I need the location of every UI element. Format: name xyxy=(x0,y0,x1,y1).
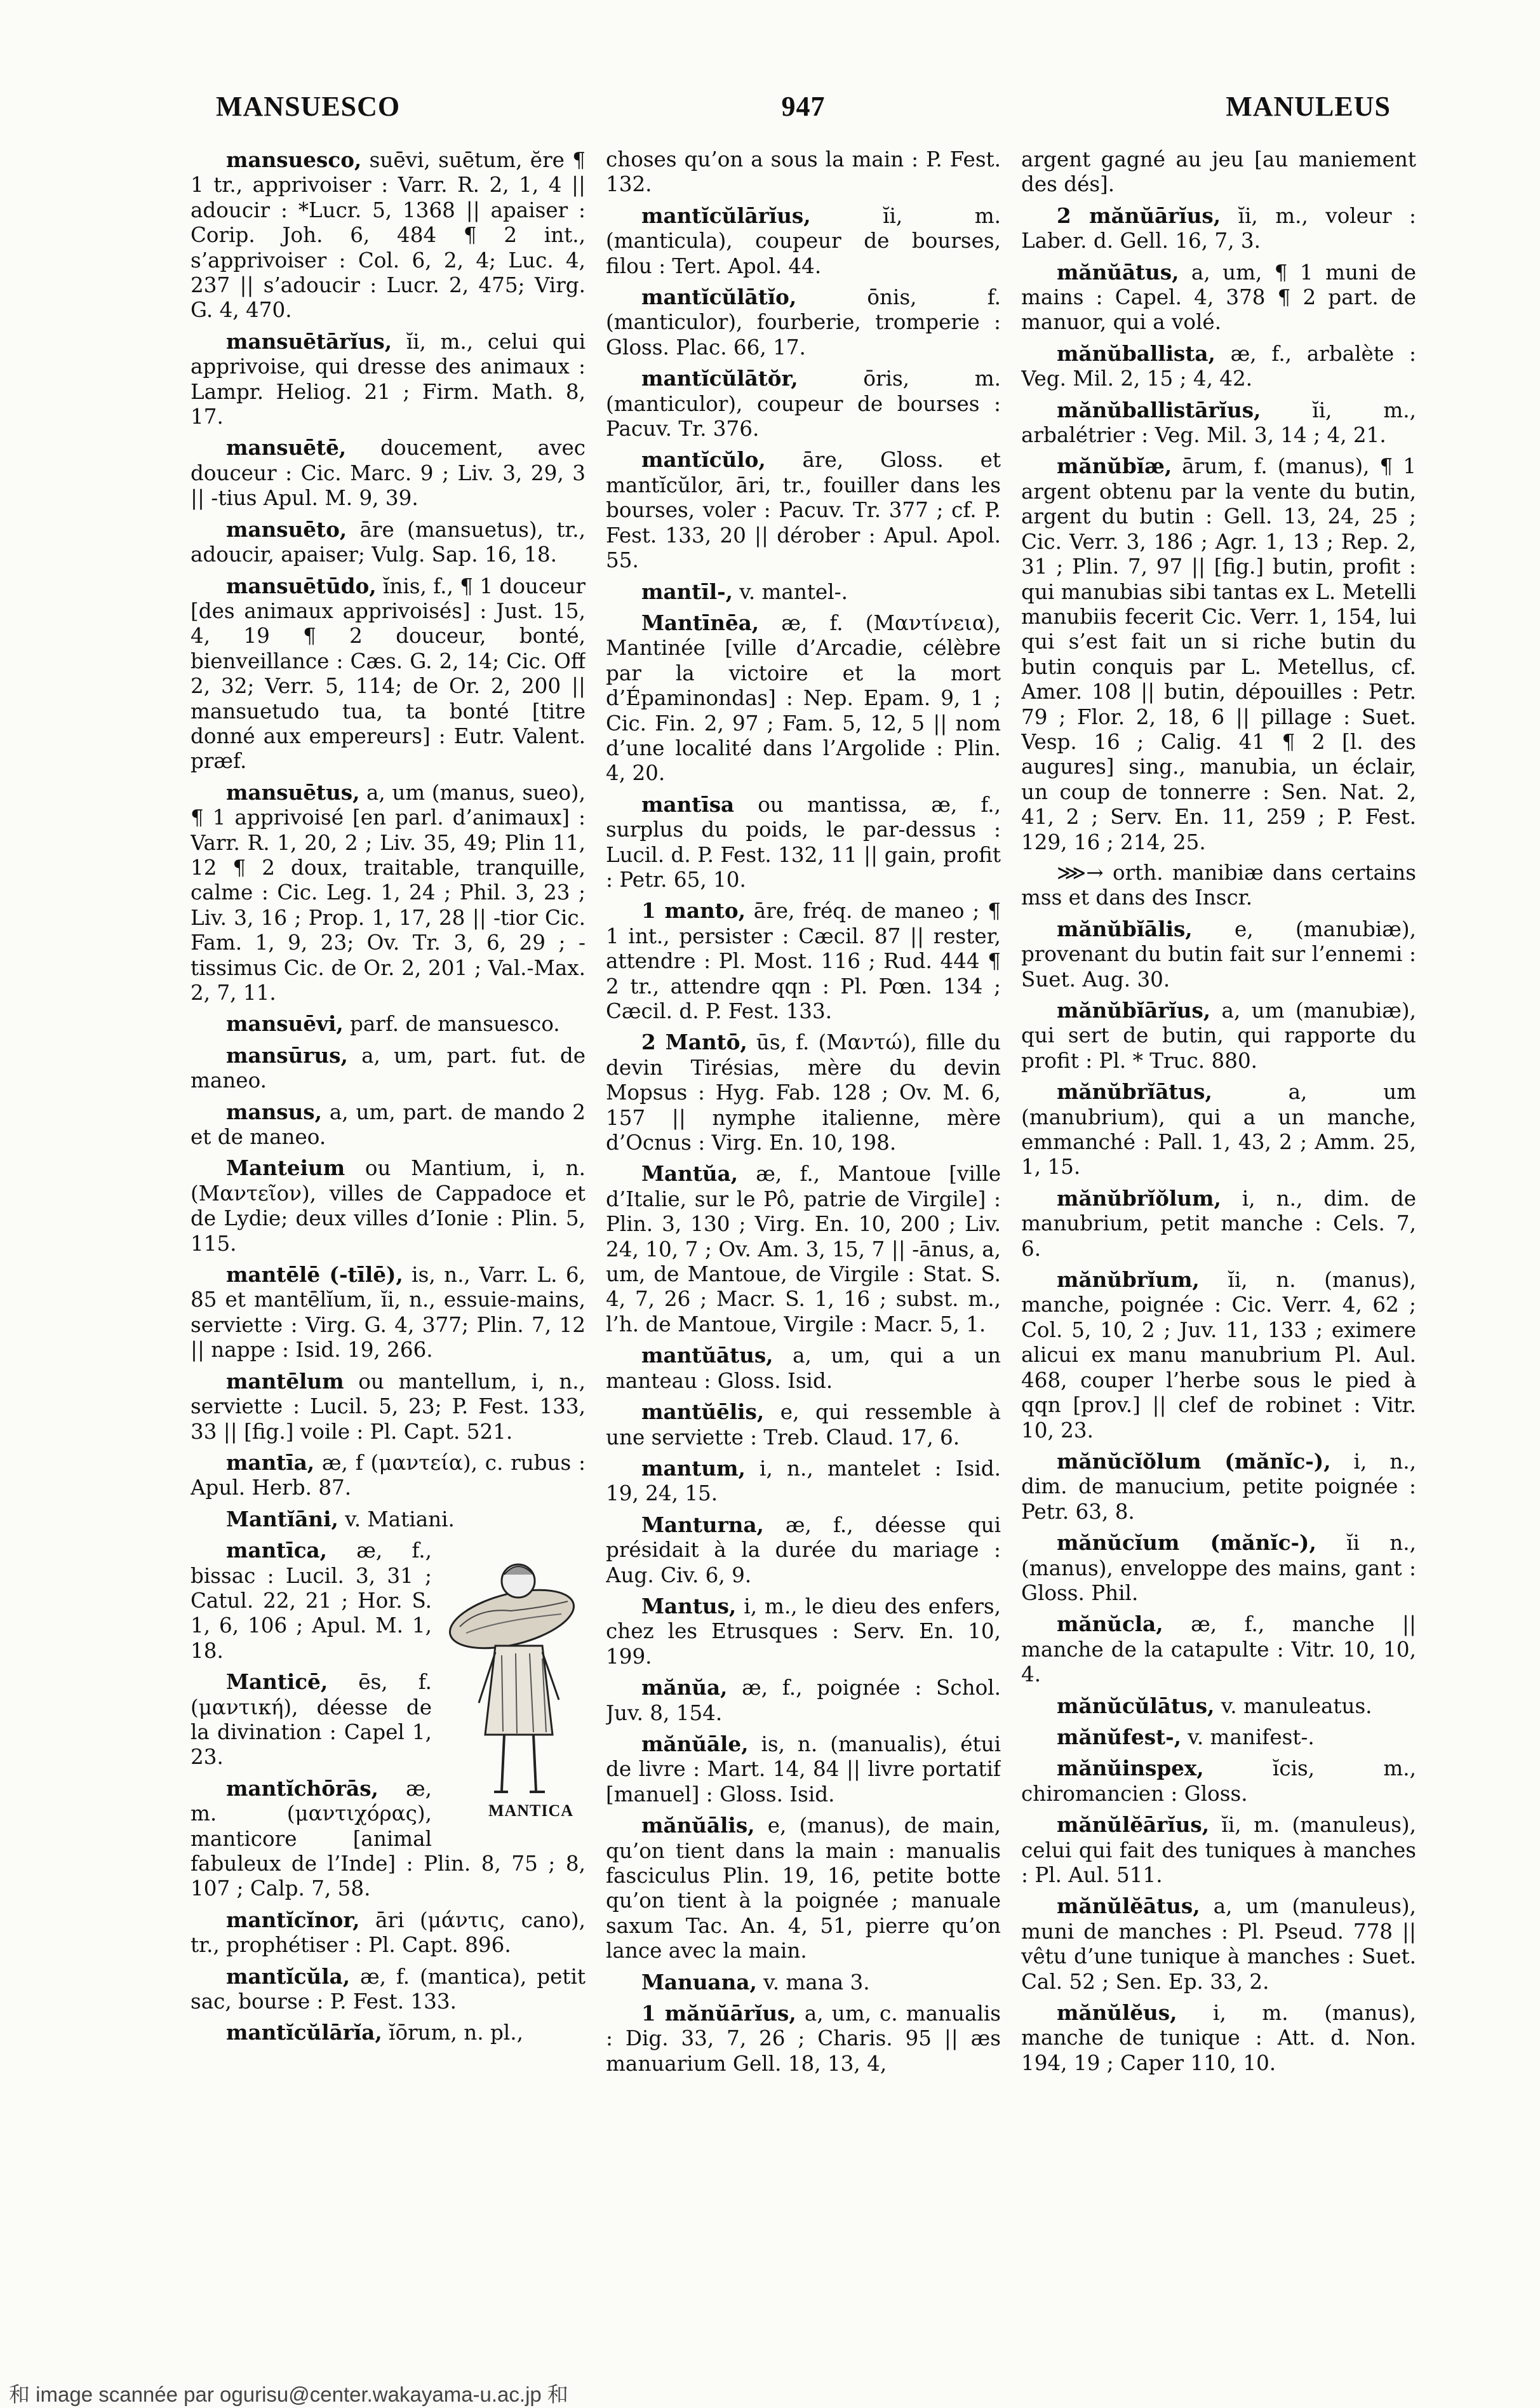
running-head-left: MANSUESCO xyxy=(216,91,401,122)
dictionary-entry xyxy=(606,792,1001,893)
dictionary-entry xyxy=(606,1030,1001,1155)
dictionary-entry xyxy=(191,1011,586,1037)
entry-definition: ĭi, m. (manticula), coupeur de bourses, filou : Tert. Apol. 44. xyxy=(606,203,1001,278)
dictionary-entry xyxy=(1021,203,1416,254)
dictionary-entry xyxy=(191,1907,586,1958)
entry-definition: a, um, c. manualis : Dig. 33, 7, 26 ; Charis. 95 || æs manuarium Gell. 18, 13, 4, xyxy=(606,2001,1001,2076)
entry-headword: mansuētārĭus, xyxy=(226,328,392,354)
entry-definition: æ, f., poignée : Schol. Juv. 8, 154. xyxy=(606,1676,1001,1725)
entry-headword: Manticē, xyxy=(226,1669,328,1695)
entry-definition: ĭnis, f., ¶ 1 douceur [des animaux apprivoisés] : Just. 15, 4, 19 ¶ 2 douceur, bonté, bienveillance : Cæs. G. 2, 14; Cic. Off 2, 32; Verr. 5, 114; de Or. 2, 200 || mansuetudo tua, ta bonté [titre donné aux empereurs] : Eutr. Valent. præf. xyxy=(191,574,586,774)
dictionary-entry xyxy=(606,579,1001,605)
dictionary-entry xyxy=(606,610,1001,786)
entry-definition: a, um, part. fut. de maneo. xyxy=(191,1043,586,1093)
dictionary-entry xyxy=(1021,1611,1416,1687)
entry-definition: ĭi, m. (manuleus), celui qui fait des tuniques à manches : Pl. Aul. 511. xyxy=(1021,1813,1416,1887)
dictionary-entry xyxy=(606,147,1001,198)
entry-headword: mantīl-, xyxy=(641,579,733,604)
dictionary-entry xyxy=(191,1155,586,1256)
entry-headword: mansuētūdo, xyxy=(226,573,377,598)
column-3 xyxy=(1021,147,1416,2326)
entry-definition: is, n. (manualis), étui de livre : Mart. 14, 84 || livre portatif [manuel] : Gloss. Isid. xyxy=(606,1732,1001,1806)
dictionary-entry xyxy=(1021,1186,1416,1261)
entry-headword: mănŭātus, xyxy=(1057,259,1179,285)
entry-definition: v. mantel-. xyxy=(732,579,848,604)
entry-headword: mănŭbrĭātus, xyxy=(1057,1079,1212,1105)
entry-headword: mansuēto, xyxy=(226,516,347,542)
entry-definition: ĭōrum, n. pl., xyxy=(382,2021,523,2045)
entry-headword: mănŭcŭlātus, xyxy=(1057,1693,1215,1718)
dictionary-entry xyxy=(1021,1449,1416,1524)
dictionary-entry xyxy=(606,2001,1001,2076)
dictionary-entry xyxy=(1021,398,1416,448)
entry-definition: v. Matiani. xyxy=(338,1507,455,1531)
entry-definition: a, um (manuleus), muni de manches : Pl. Pseud. 778 || vêtu d’une tunique à manches : Suet. Cal. 52 ; Sen. Ep. 33, 2. xyxy=(1021,1894,1416,1994)
dictionary-entry xyxy=(191,329,586,430)
dictionary-entry xyxy=(606,898,1001,1024)
dictionary-entry xyxy=(191,780,586,1006)
entry-definition: ou mantissa, æ, f., surplus du poids, le par-dessus : Lucil. d. P. Fest. 132, 11 || gain, profit : Petr. 65, 10. xyxy=(606,792,1001,892)
entry-headword: 2 Mantō, xyxy=(641,1030,747,1055)
entry-headword: mănŭa, xyxy=(641,1675,728,1700)
entry-definition: ārum, f. (manus), ¶ 1 argent obtenu par la vente du butin, argent du butin : Gell. 13, 24, 25 ; Cic. Verr. 3, 186 ; Agr. 1, 13 ; Rep. 2, 31 ; Plin. 7, 97 || [fig.] butin, profit : qui manubias sibi tantas ex L. Metelli manubiis fecerit Cic. Verr. 1, 154, lui qui s’est fait un si riche butin du butin conquis par L. Metellus, cf. Amer. 108 || butin, dépouilles : Petr. 79 ; Flor. 2, 18, 6 || pillage : Suet. Vesp. 16 ; Calig. 41 ¶ 2 [l. des augures] sing., manubia, un éclair, un coup de tonnerre : Sen. Nat. 2, 41, 2 ; Serv. En. 11, 259 ; P. Fest. 129, 16 ; 214, 25. xyxy=(1021,454,1416,854)
entry-headword: mănŭcĭum (mănĭc-), xyxy=(1057,1530,1316,1556)
dictionary-columns xyxy=(191,147,1416,2326)
entry-definition: ūs, f. (Μαντώ), fille du devin Tirésias, mère du devin Mopsus : Hyg. Fab. 128 ; Ov. M. 6, 157 || nymphe italienne, mère d’Ocnus : Virg. En. 10, 198. xyxy=(606,1030,1001,1155)
entry-headword: mantŭātus, xyxy=(641,1343,773,1368)
mantica-illustration xyxy=(441,1544,586,1824)
entry-headword: mansūrus, xyxy=(226,1042,348,1068)
entry-headword: mănŭinspex, xyxy=(1057,1756,1204,1781)
entry-headword: mănŭbrĭŏlum, xyxy=(1057,1185,1221,1211)
entry-definition: āre (mansuetus), tr., adoucir, apaiser; Vulg. Sap. 16, 18. xyxy=(191,517,586,567)
mantica-figure-drawing xyxy=(441,1544,586,1796)
dictionary-entry xyxy=(191,1100,586,1150)
entry-definition: æ, f., déesse qui présidait à la durée du mariage : Aug. Civ. 6, 9. xyxy=(606,1512,1001,1587)
entry-headword: mantĭcĭnor, xyxy=(226,1907,360,1932)
entry-definition: æ, f., manche || manche de la catapulte : Vitr. 10, 10, 4. xyxy=(1021,1612,1416,1687)
entry-definition: ĭi, m., voleur : Laber. d. Gell. 16, 7, 3. xyxy=(1021,203,1416,253)
dictionary-entry xyxy=(191,2020,586,2045)
dictionary-entry xyxy=(1021,998,1416,1073)
dictionary-entry xyxy=(606,203,1001,279)
dictionary-entry xyxy=(1021,861,1416,911)
entry-definition: is, n., Varr. L. 6, 85 et mantēlĭum, ĭi, n., essuie-mains, serviette : Virg. G. 4, 377; Plin. 7, 12 || nappe : Isid. 19, 266. xyxy=(191,1263,586,1362)
entry-headword: 1 mănŭārĭus, xyxy=(641,2001,796,2026)
entry-headword: mantĭcŭlātŏr, xyxy=(641,366,798,391)
entry-definition: a, um, qui a un manteau : Gloss. Isid. xyxy=(606,1343,1001,1393)
dictionary-entry xyxy=(191,1262,586,1363)
dictionary-entry xyxy=(1021,260,1416,335)
dictionary-entry xyxy=(1021,2000,1416,2076)
entry-definition: i, m. (manus), manche de tunique : Att. d. Non. 194, 19 ; Caper 110, 10. xyxy=(1021,2001,1416,2075)
dictionary-entry xyxy=(191,435,586,511)
entry-headword: mansus, xyxy=(226,1099,322,1124)
dictionary-entry xyxy=(606,1732,1001,1807)
entry-definition: ōris, m. (manticulor), coupeur de bourses : Pacuv. Tr. 376. xyxy=(606,367,1001,441)
entry-headword: mantīca, xyxy=(226,1538,327,1563)
entry-definition: a, um, ¶ 1 muni de mains : Capel. 4, 378 ¶ 2 part. de manuor, qui a volé. xyxy=(1021,260,1416,335)
entry-headword: mănŭlĕārĭus, xyxy=(1057,1812,1210,1838)
entry-headword: mantēlum xyxy=(226,1368,344,1394)
entry-headword: Mantīnēa, xyxy=(641,610,760,635)
entry-headword: mănŭfest-, xyxy=(1057,1724,1181,1749)
dictionary-entry xyxy=(1021,1530,1416,1606)
entry-definition: ĭi, m., celui qui apprivoise, qui dresse des animaux : Lampr. Heliog. 21 ; Firm. Math. 8, 17. xyxy=(191,329,586,429)
dictionary-entry xyxy=(606,1594,1001,1669)
dictionary-entry xyxy=(606,285,1001,360)
entry-headword: mănŭbĭārĭus, xyxy=(1057,998,1211,1023)
entry-definition: æ, f (μαντεία), c. rubus : Apul. Herb. 87. xyxy=(191,1450,586,1500)
entry-headword: Mantĭāni, xyxy=(226,1506,338,1531)
dictionary-entry xyxy=(1021,1267,1416,1443)
dictionary-entry xyxy=(191,1964,586,2015)
entry-headword: mănŭbrĭum, xyxy=(1057,1267,1200,1293)
column-2 xyxy=(606,147,1001,2326)
entry-definition: ēs, f. (μαντική), déesse de la divination : Capel 1, 23. xyxy=(191,1670,432,1770)
entry-definition: ĭcis, m., chiromancien : Gloss. xyxy=(1021,1756,1416,1806)
entry-definition: āre, Gloss. et mantĭcŭlor, āri, tr., fouiller dans les bourses, voler : Pacuv. Tr. 377 ; cf. P. Fest. 133, 20 || dérober : Apul. Apol. 55. xyxy=(606,448,1001,573)
entry-headword: 1 manto, xyxy=(641,898,746,924)
entry-definition: v. manuleatus. xyxy=(1214,1693,1372,1718)
dictionary-entry xyxy=(606,1512,1001,1588)
dictionary-entry xyxy=(1021,1079,1416,1180)
dictionary-entry xyxy=(606,1456,1001,1507)
figure-caption: MANTICA xyxy=(488,1801,574,1820)
entry-headword: Manteium xyxy=(226,1155,345,1181)
entry-definition: a, um (manus, sueo), ¶ 1 apprivoisé [en parl. d’animaux] : Varr. R. 1, 20, 2 ; Liv. 35, 49; Plin 11, 12 ¶ 2 doux, traitable, tranquille, calme : Cic. Leg. 1, 24 ; Phil. 3, 23 ; Liv. 3, 16 ; Prop. 1, 17, 28 || -tior Cic. Fam. 1, 9, 23; Ov. Tr. 3, 6, 29 ; -tissimus Cic. de Or. 2, 201 ; Val.-Max. 2, 7, 11. xyxy=(191,780,586,1005)
entry-definition: æ, f. (Μαντίνεια), Mantinée [ville d’Arcadie, célèbre par la victoire et la mort d’Épaminondas] : Nep. Epam. 9, 1 ; Cic. Fin. 2, 97 ; Fam. 5, 12, 5 || nom d’une localité dans l’Argolide : Plin. 4, 20. xyxy=(606,610,1001,786)
entry-headword: mănŭlĕus, xyxy=(1057,2000,1177,2026)
entry-definition: parf. de mansuesco. xyxy=(343,1012,560,1037)
entry-headword: mănŭāle, xyxy=(641,1731,749,1756)
dictionary-entry xyxy=(191,574,586,774)
dictionary-entry xyxy=(1021,1893,1416,1994)
dictionary-entry xyxy=(1021,454,1416,855)
entry-definition: āri (μάντις, cano), tr., prophétiser : Pl. Capt. 896. xyxy=(191,1907,586,1958)
entry-headword: mantĭcŭla, xyxy=(226,1963,351,1989)
entry-headword: mantĭcŭlārĭa, xyxy=(226,2020,382,2045)
entry-definition: e, (manus), de main, qu’on tient dans la main : manualis fasciculus Plin. 19, 16, petite botte qu’on tient à la poignée ; manuale saxum Tac. An. 4, 51, pierre qu’on lance avec la main. xyxy=(606,1813,1001,1963)
dictionary-entry xyxy=(191,517,586,568)
dictionary-entry xyxy=(191,1450,586,1501)
dictionary-entry xyxy=(606,1970,1001,1995)
entry-definition: æ, f., arbalète : Veg. Mil. 2, 15 ; 4, 42. xyxy=(1021,341,1416,391)
entry-headword: 2 mănŭārĭus, xyxy=(1057,203,1221,228)
entry-headword: mantĭchōrās, xyxy=(226,1775,378,1801)
dictionary-entry xyxy=(1021,1812,1416,1888)
entry-definition: a, um (manubrium), qui a un manche, emmanché : Pall. 1, 43, 2 ; Amm. 25, 1, 15. xyxy=(1021,1080,1416,1180)
dictionary-entry xyxy=(606,1675,1001,1726)
running-head xyxy=(191,90,1416,141)
entry-headword: mănŭcĭŏlum (mănĭc-), xyxy=(1057,1448,1331,1474)
entry-definition: choses qu’on a sous la main : P. Fest. 132. xyxy=(606,147,1001,197)
entry-definition: v. manifest-. xyxy=(1181,1725,1315,1749)
entry-headword: mănŭālis, xyxy=(641,1813,755,1838)
entry-definition: ĭi, m., arbalétrier : Veg. Mil. 3, 14 ; 4, 21. xyxy=(1021,398,1416,448)
entry-headword: Mantŭa, xyxy=(641,1161,739,1187)
entry-definition: æ, f. (mantica), petit sac, bourse : P. Fest. 133. xyxy=(191,1964,586,2014)
running-head-right: MANULEUS xyxy=(1226,91,1391,122)
column-1 xyxy=(191,147,586,2326)
entry-definition: ĭi n., (manus), enveloppe des mains, gant : Gloss. Phil. xyxy=(1021,1531,1416,1605)
entry-headword: mantīsa xyxy=(641,791,735,817)
entry-definition: æ, f., Mantoue [ville d’Italie, sur le Pô, patrie de Virgile] : Plin. 3, 130 ; Virg. En. 10, 200 ; Liv. 24, 10, 7 ; Ov. Am. 3, 15, 7 || -ānus, a, um, de Mantoue, de Virgile : Stat. S. 4, 7, 26 ; Macr. S. 1, 16 ; subst. m., l’h. de Mantoue, Virgile : Macr. 5, 1. xyxy=(606,1162,1001,1336)
entry-headword: mansuētus, xyxy=(226,779,360,805)
entry-headword: mansuētē, xyxy=(226,435,347,461)
entry-headword: mănŭlĕātus, xyxy=(1057,1893,1200,1919)
entry-headword: mănŭbĭālis, xyxy=(1057,916,1193,941)
entry-headword: mănŭballistārĭus, xyxy=(1057,397,1261,422)
entry-headword: mantĭcŭlārĭus, xyxy=(641,203,811,228)
dictionary-entry xyxy=(1021,147,1416,198)
entry-definition: i, m., le dieu des enfers, chez les Etrusques : Serv. En. 10, 199. xyxy=(606,1594,1001,1669)
dictionary-entry xyxy=(606,447,1001,573)
entry-definition: i, n., dim. de manucium, petite poignée : Petr. 63, 8. xyxy=(1021,1449,1416,1524)
dictionary-entry xyxy=(606,1813,1001,1963)
dictionary-entry xyxy=(1021,1725,1416,1750)
page-number: 947 xyxy=(781,91,826,122)
entry-definition: a, um, part. de mando 2 et de maneo. xyxy=(191,1100,586,1150)
entry-definition: e, (manubiæ), provenant du butin fait sur l’ennemi : Suet. Aug. 30. xyxy=(1021,917,1416,992)
entry-definition: suēvi, suētum, ĕre ¶ 1 tr., apprivoiser : Varr. R. 2, 1, 4 || adoucir : *Lucr. 5, 1368 || apaiser : Corip. Joh. 6, 484 ¶ 2 int., s’apprivoiser : Col. 6, 2, 4; Luc. 4, 237 || s’adoucir : Lucr. 2, 475; Virg. G. 4, 470. xyxy=(191,148,586,323)
dictionary-entry xyxy=(191,147,586,323)
dictionary-entry xyxy=(191,1369,586,1444)
entry-definition: argent gagné au jeu [au maniement des dés]. xyxy=(1021,147,1416,197)
entry-definition: v. mana 3. xyxy=(756,1970,870,1994)
entry-headword: mantĭcŭlātĭo, xyxy=(641,285,797,310)
entry-definition: æ, f., bissac : Lucil. 3, 31 ; Catul. 22, 21 ; Hor. S. 1, 6, 106 ; Apul. M. 1, 18. xyxy=(191,1538,432,1663)
entry-definition: ⋙→ orth. manibiæ dans certains mss et dans des Inscr. xyxy=(1021,860,1416,910)
dictionary-entry xyxy=(606,1343,1001,1394)
entry-definition: ou Mantium, i, n. (Μαντεῖον), villes de Cappadoce et de Lydie; deux villes d’Ionie : Plin. 5, 115. xyxy=(191,1156,586,1256)
entry-headword: Manturna, xyxy=(641,1512,764,1537)
entry-headword: mănŭballista, xyxy=(1057,340,1215,366)
entry-definition: ōnis, f. (manticulor), fourberie, tromperie : Gloss. Plac. 66, 17. xyxy=(606,285,1001,360)
dictionary-entry xyxy=(191,1507,586,1532)
entry-definition: doucement, avec douceur : Cic. Marc. 9 ; Liv. 3, 29, 3 || -tius Apul. M. 9, 39. xyxy=(191,436,586,511)
dictionary-entry xyxy=(1021,917,1416,992)
entry-headword: mantīa, xyxy=(226,1450,315,1475)
entry-headword: Mantus, xyxy=(641,1593,737,1618)
entry-headword: mantēlē (-tīlē), xyxy=(226,1262,403,1288)
scan-credit: 和 image scannée par ogurisu@center.wakayama-u.ac.jp 和 xyxy=(9,2383,568,2406)
entry-headword: mănŭcla, xyxy=(1057,1611,1163,1637)
dictionary-entry xyxy=(1021,1756,1416,1806)
entry-definition: æ, m. (μαντιχόρας), manticore [animal fabuleux de l’Inde] : Plin. 8, 75 ; 8, 107 ; Calp. 7, 58. xyxy=(191,1776,586,1901)
entry-headword: Manuana, xyxy=(641,1969,757,1994)
entry-definition: a, um (manubiæ), qui sert de butin, qui rapporte du profit : Pl. * Truc. 880. xyxy=(1021,999,1416,1073)
entry-definition: ou mantellum, i, n., serviette : Lucil. 5, 23; P. Fest. 133, 33 || [fig.] voile : Pl. Capt. 521. xyxy=(191,1369,586,1444)
entry-definition: e, qui ressemble à une serviette : Treb. Claud. 17, 6. xyxy=(606,1400,1001,1450)
dictionary-entry xyxy=(191,1043,586,1094)
entry-definition: āre, fréq. de maneo ; ¶ 1 int., persister : Cæcil. 87 || rester, attendre : Pl. Most. 116 ; Rud. 444 ¶ 2 tr., attendre qqn : Pl. Pœn. 134 ; Cæcil. d. P. Fest. 133. xyxy=(606,899,1001,1023)
entry-headword: mansuesco, xyxy=(226,147,362,172)
entry-headword: mantum, xyxy=(641,1455,746,1481)
dictionary-entry xyxy=(606,1399,1001,1450)
entry-headword: mantŭēlis, xyxy=(641,1399,765,1425)
dictionary-entry xyxy=(1021,341,1416,392)
dictionary-entry xyxy=(606,1161,1001,1337)
entry-definition: i, n., mantelet : Isid. 19, 24, 15. xyxy=(606,1456,1001,1506)
entry-headword: mănŭbĭæ, xyxy=(1057,454,1172,479)
entry-definition: i, n., dim. de manubrium, petit manche : Cels. 7, 6. xyxy=(1021,1186,1416,1261)
entry-definition: ĭi, n. (manus), manche, poignée : Cic. Verr. 4, 62 ; Col. 5, 10, 2 ; Juv. 11, 133 ; eximere alicui ex manu manubrium Pl. Aul. 468, couper l’herbe sous le pied à qqn [prov.] || clef de robinet : Vitr. 10, 23. xyxy=(1021,1268,1416,1443)
entry-headword: mantĭcŭlo, xyxy=(641,447,766,473)
entry-headword: mansuēvi, xyxy=(226,1011,344,1037)
dictionary-entry xyxy=(1021,1693,1416,1719)
dictionary-entry xyxy=(606,366,1001,441)
